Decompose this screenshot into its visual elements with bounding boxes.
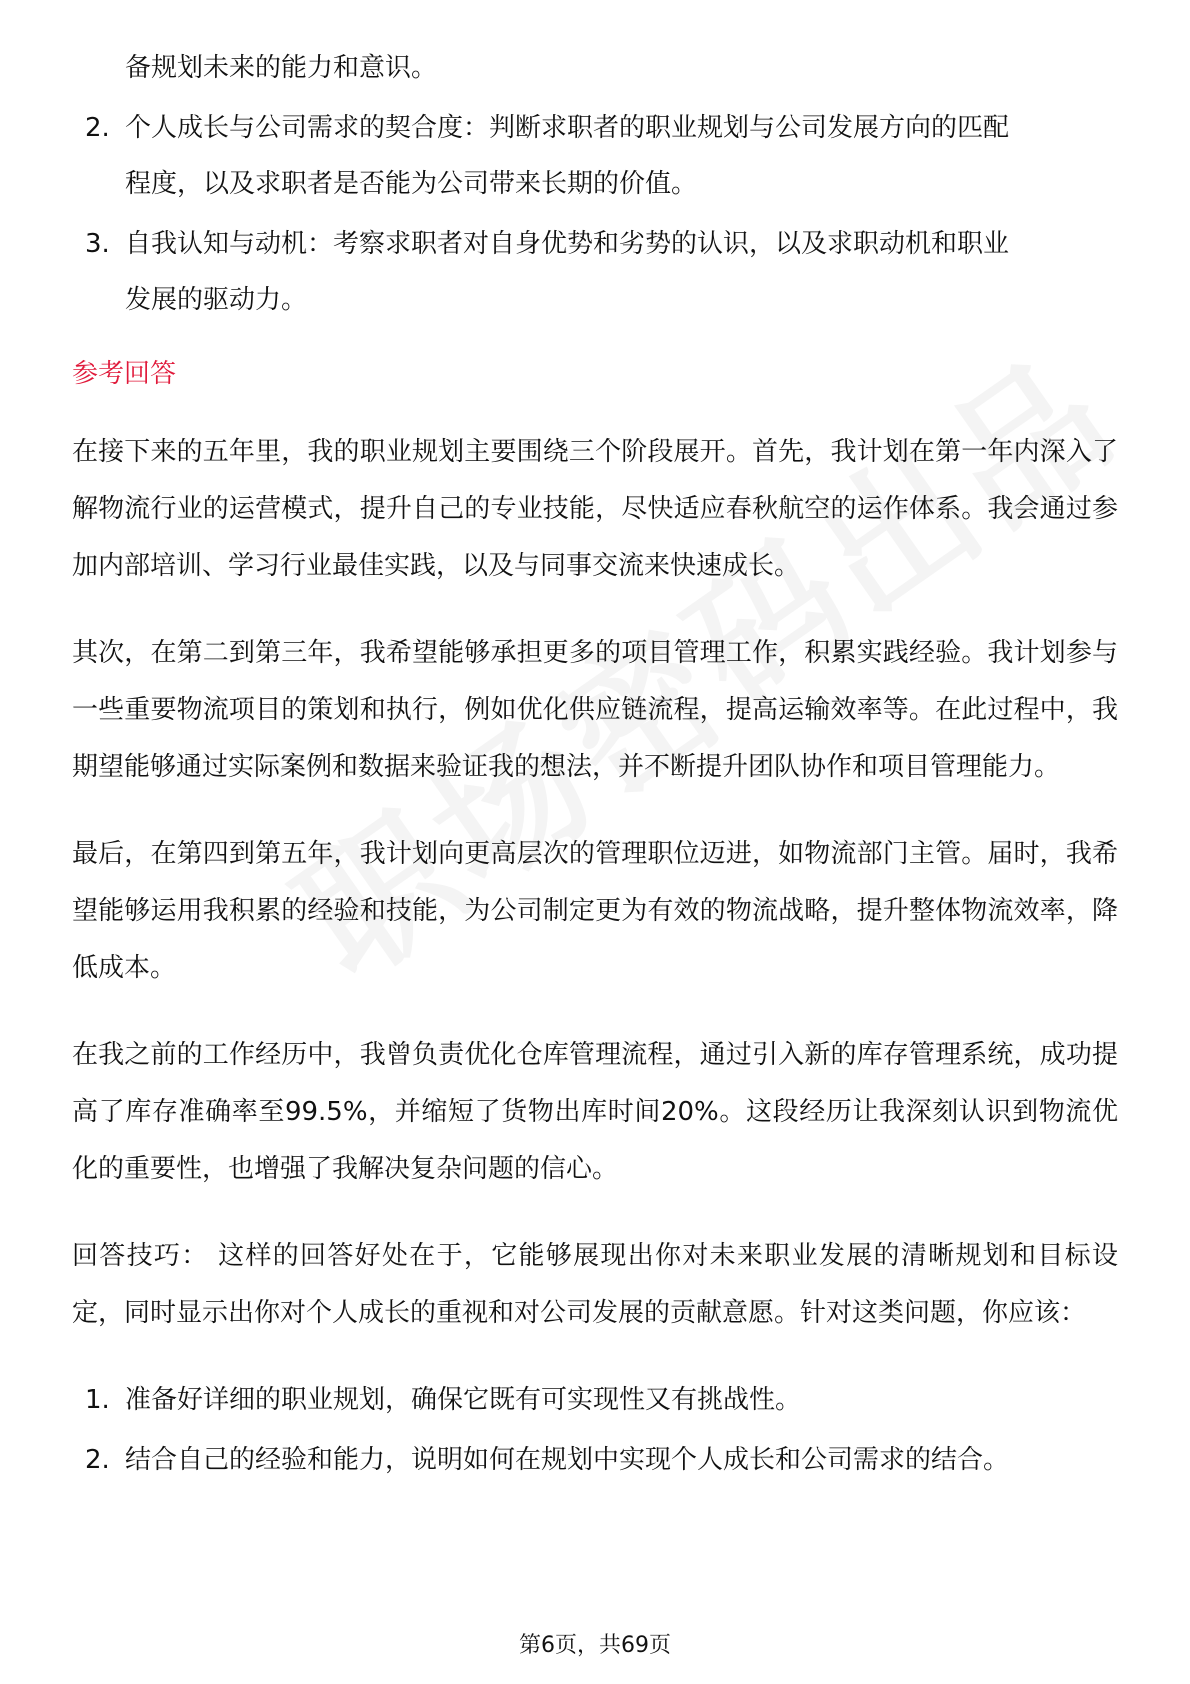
list-item [72, 216, 1118, 328]
paragraph: 在接下来的五年里，我的职业规划主要围绕三个阶段展开。首先，我计划在第一年内深入了解物流行业的运营模式，提升自己的专业技能，尽快适应春秋航空的运作体系。我会通过参加内部培训、学习行业最佳实践，以及与同事交流来快速成长。 [72, 437, 1118, 581]
list-item [72, 1432, 1118, 1488]
list-item-text: 准备好详细的职业规划，确保它既有可实现性又有挑战性。 [125, 1385, 802, 1415]
answer-tips-paragraph: 回答技巧： 这样的回答好处在于，它能够展现出你对未来职业发展的清晰规划和目标设定，同时显示出你对个人成长的重视和对公司发展的贡献意愿。针对这类问题，你应该： [72, 1241, 1118, 1328]
list-item-text: 结合自己的经验和能力，说明如何在规划中实现个人成长和公司需求的结合。 [125, 1445, 1010, 1475]
evaluation-points-list [72, 100, 1118, 328]
paragraph: 在我之前的工作经历中，我曾负责优化仓库管理流程，通过引入新的库存管理系统，成功提高了库存准确率至99.5%，并缩短了货物出库时间20%。这段经历让我深刻认识到物流优化的重要性，也增强了我解决复杂问题的信心。 [72, 1040, 1118, 1184]
list-number: 1. [85, 1385, 110, 1415]
paragraph: 最后，在第四到第五年，我计划向更高层次的管理职位迈进，如物流部门主管。届时，我希望能够运用我积累的经验和技能，为公司制定更为有效的物流战略，提升整体物流效率，降低成本。 [72, 839, 1118, 983]
list-item [72, 100, 1118, 212]
section-title: 参考回答 [72, 359, 177, 389]
list-item-continuation: 备规划未来的能力和意识。 [125, 53, 438, 83]
list-item-line: 程度，以及求职者是否能为公司带来长期的价值。 [125, 169, 698, 199]
page-number: 第6页，共69页 [519, 1633, 671, 1658]
page-content [72, 40, 1118, 1492]
list-number: 2. [85, 113, 110, 143]
paragraph: 其次，在第二到第三年，我希望能够承担更多的项目管理工作，积累实践经验。我计划参与一些重要物流项目的策划和执行，例如优化供应链流程，提高运输效率等。在此过程中，我期望能够通过实际案例和数据来验证我的想法，并不断提升团队协作和项目管理能力。 [72, 638, 1118, 782]
list-number: 2. [85, 1445, 110, 1475]
list-item-line: 发展的驱动力。 [125, 285, 308, 315]
list-item-line: 自我认知与动机：考察求职者对自身优势和劣势的认识，以及求职动机和职业 [125, 229, 1010, 259]
list-number: 3. [85, 229, 110, 259]
list-item-line: 个人成长与公司需求的契合度：判断求职者的职业规划与公司发展方向的匹配 [125, 113, 1010, 143]
tips-list [72, 1372, 1118, 1488]
list-item [72, 1372, 1118, 1428]
